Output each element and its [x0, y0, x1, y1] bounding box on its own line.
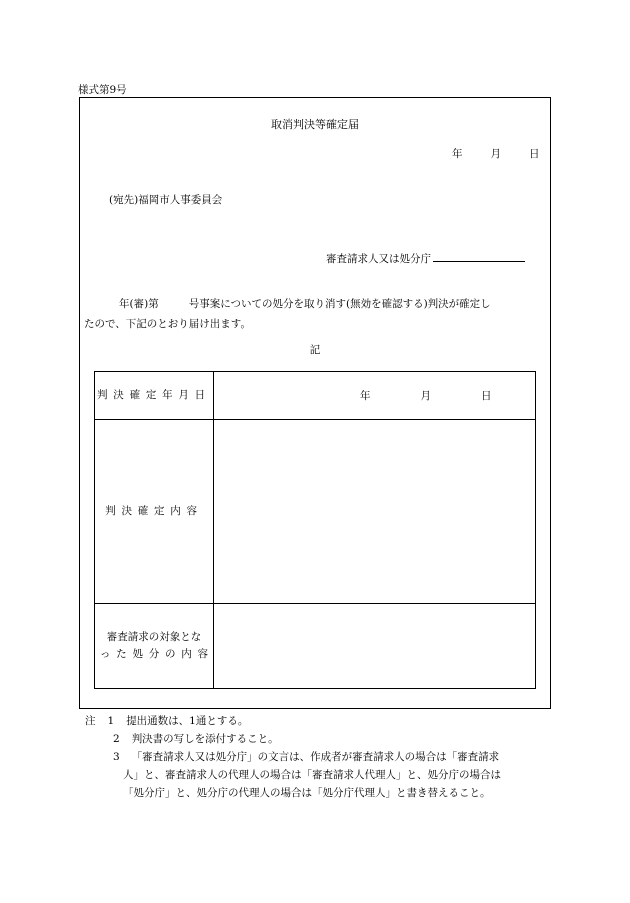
- submission-date: [452, 146, 540, 161]
- case-year-label: 年(審)第: [119, 298, 159, 310]
- judgment-year-label: 年: [360, 390, 371, 402]
- disposition-label-line-2: った処分の内容: [99, 648, 214, 660]
- notes-prefix: 注: [85, 715, 96, 727]
- body-line-1: [119, 296, 491, 311]
- notes: [85, 712, 501, 802]
- note-item: [85, 748, 501, 766]
- disposition-content-field[interactable]: [214, 604, 536, 689]
- judgment-date-label: 判決確定年月日: [95, 372, 214, 420]
- body-line-1-text: 号事案についての処分を取り消す(無効を確認する)判決が確定し: [188, 298, 491, 310]
- body-line-2: たので、下記のとおり届け出ます。: [84, 318, 251, 330]
- month-label: 月: [490, 148, 501, 160]
- note-number: 3: [113, 751, 120, 763]
- judgment-day-label: 日: [481, 390, 492, 402]
- document-title: 取消判決等確定届: [271, 118, 359, 131]
- disposition-content-label: [95, 604, 214, 689]
- judgment-date-field[interactable]: [214, 372, 536, 420]
- judgment-month-label: 月: [420, 390, 431, 402]
- ki-heading: 記: [309, 344, 321, 356]
- note-number: 1: [107, 715, 115, 727]
- judgment-content-label: 判決確定内容: [95, 420, 214, 604]
- applicant-field: [326, 251, 525, 266]
- note-text: 提出通数は、1通とする。: [126, 715, 249, 727]
- note-item-continuation: 「処分庁」と、処分庁の代理人の場合は「処分庁代理人」と書き替えること。: [123, 787, 491, 799]
- table-row: [95, 420, 536, 604]
- note-item-continuation: 人」と、審査請求人の代理人の場合は「審査請求人代理人」と、処分庁の場合は: [123, 769, 501, 781]
- judgment-table: [94, 371, 536, 689]
- disposition-label-line-1: 審査請求の対象とな: [106, 631, 202, 644]
- note-text: 「審査請求人又は処分庁」の文言は、作成者が審査請求人の場合は「審査請求: [131, 751, 500, 763]
- note-item: [85, 712, 501, 730]
- note-text: 判決書の写しを添付すること。: [131, 733, 279, 745]
- addressee: (宛先)福岡市人事委員会: [109, 194, 223, 206]
- applicant-label: 審査請求人又は処分庁: [326, 253, 431, 265]
- judgment-content-field[interactable]: [214, 420, 536, 604]
- table-row: [95, 372, 536, 420]
- day-label: 日: [529, 148, 540, 160]
- table-row: [95, 604, 536, 689]
- note-item: [85, 730, 501, 748]
- note-number: 2: [113, 733, 120, 745]
- year-label: 年: [452, 148, 463, 160]
- applicant-signature-line[interactable]: [433, 252, 525, 262]
- form-number: 様式第9号: [78, 84, 127, 96]
